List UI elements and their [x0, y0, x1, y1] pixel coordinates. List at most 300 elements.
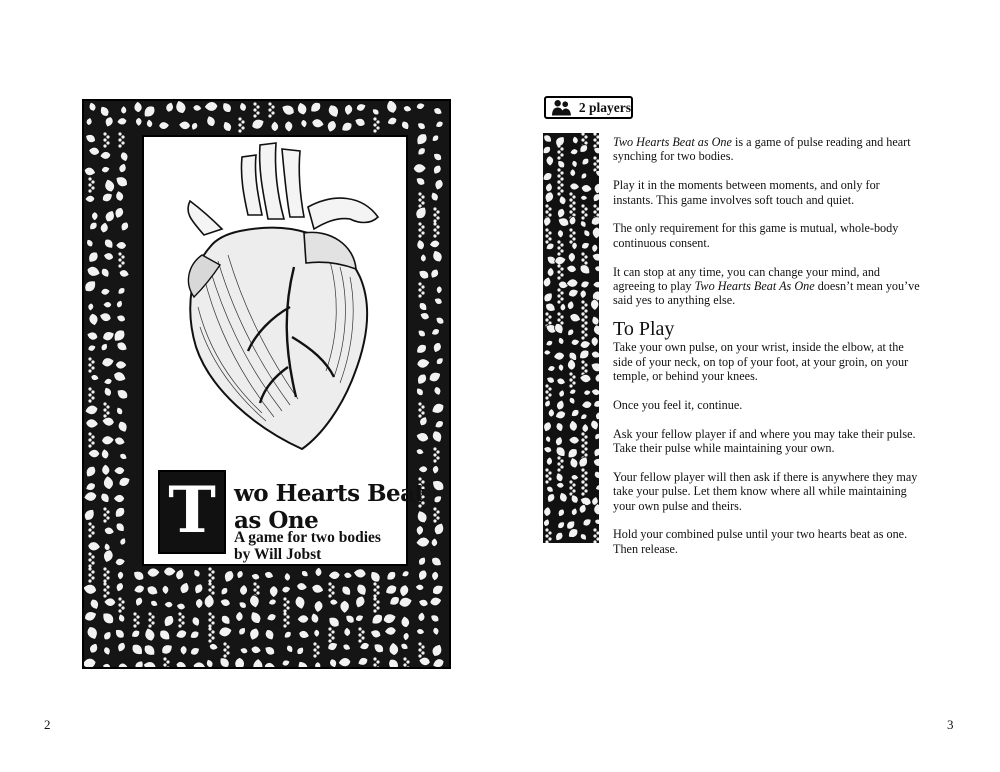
grape-berry [421, 411, 424, 414]
grape-berry [106, 585, 109, 588]
vine-leaf [553, 322, 566, 336]
grape-berry [88, 573, 91, 576]
vine-leaf [543, 133, 554, 144]
grape-berry [596, 135, 599, 138]
vine-leaf [544, 350, 551, 355]
grape-berry [268, 102, 271, 105]
grape-berry [103, 519, 106, 522]
grape-berry [557, 252, 560, 255]
players-icon [552, 99, 571, 116]
grape-berry [208, 588, 211, 591]
grape-berry [581, 474, 584, 477]
grape-berry [418, 222, 421, 225]
grape-berry [313, 642, 316, 645]
grape-berry [545, 384, 548, 387]
page-number-right: 3 [947, 717, 954, 732]
grape-berry [211, 630, 214, 633]
grape-berry [253, 108, 256, 111]
vine-leaf [566, 264, 577, 273]
grape-berry [151, 615, 154, 618]
grape-berry [581, 450, 584, 453]
grape-berry [253, 114, 256, 117]
grape-berry [418, 282, 421, 285]
grape-berry [283, 624, 286, 627]
vine-leaf [553, 351, 565, 360]
grape-berry [373, 603, 376, 606]
vine-leaf [582, 423, 588, 432]
cover-frame [82, 99, 451, 669]
grape-berry [560, 147, 563, 150]
vine-leaf [581, 400, 593, 409]
grape-berry [223, 642, 226, 645]
grape-berry [433, 234, 436, 237]
vine-leaf [591, 252, 599, 263]
intro-paragraph-4 [613, 265, 923, 308]
grape-berry [572, 207, 575, 210]
vine-leaf [589, 361, 599, 374]
grape-berry [545, 528, 548, 531]
grape-berry [121, 141, 124, 144]
vine-leaf [558, 389, 566, 398]
grape-berry [584, 207, 587, 210]
grape-berry [103, 414, 106, 417]
grape-berry [238, 123, 241, 126]
grape-berry [557, 312, 560, 315]
grape-berry [106, 405, 109, 408]
intro-paragraph-1 [613, 135, 923, 164]
grape-berry [436, 210, 439, 213]
grape-berry [373, 594, 376, 597]
grape-berry [593, 162, 596, 165]
grape-berry [373, 609, 376, 612]
grape-berry [545, 540, 548, 543]
grape-berry [545, 234, 548, 237]
grape-berry [358, 639, 361, 642]
grape-berry [418, 648, 421, 651]
grape-berry [545, 318, 548, 321]
grape-berry [256, 591, 259, 594]
rules-text [613, 135, 923, 571]
grape-berry [418, 408, 421, 411]
vine-leaf [554, 255, 567, 265]
subtitle: A game for two bodies [234, 529, 381, 546]
grape-berry [223, 654, 226, 657]
vine-leaf [581, 184, 593, 193]
grape-berry [121, 606, 124, 609]
intro-paragraph-2: Play it in the moments between moments, and only for instants. This game involves soft touch and quiet. [613, 178, 880, 207]
grape-berry [433, 453, 436, 456]
grape-berry [268, 108, 271, 111]
vine-leaf [592, 399, 599, 409]
grape-berry [569, 384, 572, 387]
grape-berry [581, 306, 584, 309]
grape-berry [572, 489, 575, 492]
grape-berry [569, 234, 572, 237]
vine-leaf [592, 324, 599, 337]
grape-berry [403, 657, 406, 660]
grape-berry [433, 507, 436, 510]
grape-berry [572, 231, 575, 234]
vine-leaf [594, 518, 599, 525]
vine-leaf [579, 172, 588, 181]
vine-leaf [543, 445, 553, 453]
grape-berry [560, 459, 563, 462]
grape-berry [121, 261, 124, 264]
vine-leaf [591, 244, 598, 253]
grape-berry [208, 633, 211, 636]
vine-leaf [569, 182, 580, 190]
vine-leaf [594, 265, 599, 272]
grape-berry [283, 618, 286, 621]
grape-berry [373, 588, 376, 591]
grape-berry [403, 663, 406, 666]
grape-berry [421, 231, 424, 234]
grape-berry [148, 618, 151, 621]
grape-berry [328, 588, 331, 591]
grape-berry [557, 288, 560, 291]
grape-berry [88, 183, 91, 186]
grape-berry [569, 198, 572, 201]
vine-leaf [545, 485, 555, 494]
vine-leaf [571, 160, 578, 169]
grape-berry [572, 375, 575, 378]
grape-berry [133, 624, 136, 627]
grape-berry [548, 471, 551, 474]
intro-text-1: is a game of pulse reading and heart synching for two bodies. [613, 135, 911, 164]
grape-berry [103, 144, 106, 147]
grape-berry [545, 210, 548, 213]
vine-leaf [558, 364, 565, 372]
vine-leaf [556, 377, 567, 386]
vine-leaf [589, 419, 599, 431]
grape-berry [103, 513, 106, 516]
grape-berry [418, 288, 421, 291]
grape-berry [596, 537, 599, 540]
grape-berry [91, 186, 94, 189]
grape-berry [328, 633, 331, 636]
game-title-inline: Two Hearts Beat as One [613, 135, 732, 149]
vine-leaf [593, 281, 599, 288]
grape-berry [376, 126, 379, 129]
grape-berry [557, 270, 560, 273]
vine-leaf [578, 143, 590, 155]
grape-berry [241, 120, 244, 123]
grape-berry [211, 615, 214, 618]
grape-berry [373, 123, 376, 126]
vine-leaf [569, 148, 579, 156]
grape-berry [91, 360, 94, 363]
grape-berry [286, 600, 289, 603]
vine-leaf [594, 484, 599, 492]
grape-berry [581, 438, 584, 441]
vine-leaf [556, 520, 566, 530]
vine-leaf [544, 301, 558, 314]
vine-strip-decoration [543, 133, 599, 543]
grape-berry [584, 333, 587, 336]
grape-berry [208, 618, 211, 621]
grape-berry [548, 531, 551, 534]
vine-leaf [556, 216, 570, 229]
grape-berry [548, 231, 551, 234]
grape-berry [103, 138, 106, 141]
grape-berry [436, 456, 439, 459]
grape-berry [560, 315, 563, 318]
vine-leaf [582, 228, 591, 238]
grape-berry [593, 534, 596, 537]
grape-berry [584, 447, 587, 450]
grape-berry [569, 372, 572, 375]
grape-berry [208, 567, 211, 570]
byline: by Will Jobst [234, 546, 322, 563]
grape-berry [421, 225, 424, 228]
grape-berry [286, 606, 289, 609]
vine-leaf [590, 315, 599, 327]
grape-berry [118, 144, 121, 147]
grape-berry [593, 156, 596, 159]
grape-berry [361, 630, 364, 633]
grape-berry [557, 300, 560, 303]
vine-leaf [545, 182, 554, 193]
grape-berry [557, 462, 560, 465]
grape-berry [569, 204, 572, 207]
grape-berry [271, 105, 274, 108]
vine-leaf [591, 388, 599, 397]
grape-berry [226, 651, 229, 654]
grape-berry [433, 447, 436, 450]
vine-leaf [593, 183, 599, 195]
vine-leaf [580, 195, 587, 200]
player-count-label: 2 players [578, 99, 631, 115]
grape-berry [88, 177, 91, 180]
to-play-heading: To Play [613, 318, 675, 341]
vine-leaf [591, 192, 599, 203]
intro-text-4a: It can stop at any time, you can change your mind, and agreeing to play [613, 264, 881, 294]
grape-berry [584, 315, 587, 318]
vine-leaf [569, 408, 580, 419]
grape-berry [376, 585, 379, 588]
vine-leaf [554, 445, 568, 459]
grape-berry [88, 438, 91, 441]
grape-berry [436, 516, 439, 519]
grape-berry [376, 660, 379, 663]
grape-berry [557, 186, 560, 189]
vine-leaf [570, 169, 576, 177]
grape-berry [268, 114, 271, 117]
grape-berry [545, 534, 548, 537]
grape-berry [253, 102, 256, 105]
vine-leaf [579, 289, 586, 299]
grape-berry [548, 477, 551, 480]
grape-berry [211, 585, 214, 588]
grape-berry [121, 600, 124, 603]
grape-berry [581, 366, 584, 369]
vine-leaf [543, 216, 552, 228]
grape-berry [238, 129, 241, 132]
grape-berry [418, 234, 421, 237]
grape-berry [211, 636, 214, 639]
grape-berry [548, 321, 551, 324]
grape-berry [286, 615, 289, 618]
grape-berry [584, 135, 587, 138]
vine-leaf [583, 389, 591, 396]
grape-berry [560, 153, 563, 156]
grape-berry [106, 516, 109, 519]
grape-berry [103, 573, 106, 576]
grape-berry [584, 261, 587, 264]
grape-berry [560, 243, 563, 246]
step-paragraph: Once you feel it, continue. [613, 397, 743, 412]
grape-berry [91, 390, 94, 393]
grape-berry [584, 141, 587, 144]
grape-berry [208, 579, 211, 582]
grape-berry [103, 132, 106, 135]
grape-berry [418, 414, 421, 417]
vine-leaf [543, 399, 552, 408]
vine-leaf [555, 472, 565, 483]
intro-text-4b: doesn’t mean you’ve said yes to anything else. [613, 279, 920, 308]
grape-berry [118, 252, 121, 255]
grape-berry [596, 213, 599, 216]
grape-berry [596, 531, 599, 534]
grape-berry [545, 396, 548, 399]
page-number-left: 2 [44, 717, 51, 732]
heart-icon [144, 137, 406, 463]
grape-berry [569, 486, 572, 489]
vine-leaf [543, 276, 552, 288]
grape-berry [557, 294, 560, 297]
grape-berry [91, 531, 94, 534]
grape-berry [316, 651, 319, 654]
grape-berry [88, 444, 91, 447]
title-line-1: wo Hearts Beat [234, 480, 425, 507]
grape-berry [557, 150, 560, 153]
grape-berry [253, 582, 256, 585]
grape-berry [211, 621, 214, 624]
grape-berry [373, 129, 376, 132]
vine-leaf [543, 144, 552, 155]
grape-berry [181, 621, 184, 624]
grape-berry [418, 654, 421, 657]
grape-berry [545, 480, 548, 483]
vine-leaf [580, 241, 591, 251]
grape-berry [584, 309, 587, 312]
grape-berry [208, 573, 211, 576]
grape-berry [581, 336, 584, 339]
grape-berry [178, 624, 181, 627]
grape-berry [569, 192, 572, 195]
vine-leaf [566, 328, 575, 338]
grape-berry [178, 618, 181, 621]
vine-leaf [554, 531, 565, 543]
grape-berry [581, 444, 584, 447]
grape-berry [418, 228, 421, 231]
grape-berry [148, 612, 151, 615]
grape-berry [560, 297, 563, 300]
grape-berry [106, 510, 109, 513]
grape-berry [581, 468, 584, 471]
grape-berry [593, 133, 596, 136]
vine-leaf [579, 413, 588, 421]
grape-berry [584, 489, 587, 492]
grape-berry [581, 138, 584, 141]
vine-leaf [543, 190, 555, 204]
grape-berry [376, 606, 379, 609]
vine-leaf [555, 421, 565, 432]
vine-leaf [568, 396, 577, 405]
grape-berry [584, 435, 587, 438]
grape-berry [91, 555, 94, 558]
grape-berry [569, 240, 572, 243]
grape-berry [316, 645, 319, 648]
grape-berry [373, 663, 376, 666]
grape-berry [103, 588, 106, 591]
vine-leaf [592, 227, 599, 239]
grape-berry [91, 570, 94, 573]
vine-leaf [543, 420, 553, 433]
grape-berry [584, 477, 587, 480]
grape-berry [557, 168, 560, 171]
grape-berry [103, 579, 106, 582]
grape-berry [418, 192, 421, 195]
grape-berry [118, 132, 121, 135]
vine-leaf [570, 338, 580, 346]
grape-berry [253, 588, 256, 591]
grape-berry [581, 330, 584, 333]
grape-berry [433, 459, 436, 462]
grape-berry [313, 654, 316, 657]
vine-leaf [543, 171, 554, 183]
illuminated-initial [158, 470, 226, 554]
vine-leaf [543, 506, 551, 517]
vine-leaf [560, 303, 566, 311]
grape-berry [548, 213, 551, 216]
grape-berry [211, 570, 214, 573]
grape-berry [91, 561, 94, 564]
grape-berry [581, 133, 584, 136]
grape-berry [581, 360, 584, 363]
grape-berry [373, 582, 376, 585]
vine-leaf [554, 436, 563, 447]
grape-berry [548, 315, 551, 318]
grape-berry [545, 390, 548, 393]
grape-berry [313, 648, 316, 651]
grape-berry [548, 537, 551, 540]
vine-leaf [556, 508, 565, 518]
vine-leaf [547, 267, 554, 277]
grape-berry [560, 183, 563, 186]
grape-berry [118, 603, 121, 606]
grape-berry [256, 105, 259, 108]
grape-berry [572, 201, 575, 204]
grape-berry [557, 192, 560, 195]
grape-berry [106, 141, 109, 144]
grape-berry [557, 276, 560, 279]
grape-berry [584, 369, 587, 372]
grape-berry [581, 300, 584, 303]
grape-berry [545, 474, 548, 477]
vine-leaf [568, 252, 575, 262]
grape-berry [241, 126, 244, 129]
grape-berry [88, 369, 91, 372]
grape-berry [560, 189, 563, 192]
grape-berry [373, 597, 376, 600]
grape-berry [436, 510, 439, 513]
vine-leaf [568, 215, 577, 226]
grape-berry [91, 366, 94, 369]
vine-leaf [593, 470, 599, 481]
grape-berry [103, 594, 106, 597]
vine-leaf [579, 373, 592, 383]
